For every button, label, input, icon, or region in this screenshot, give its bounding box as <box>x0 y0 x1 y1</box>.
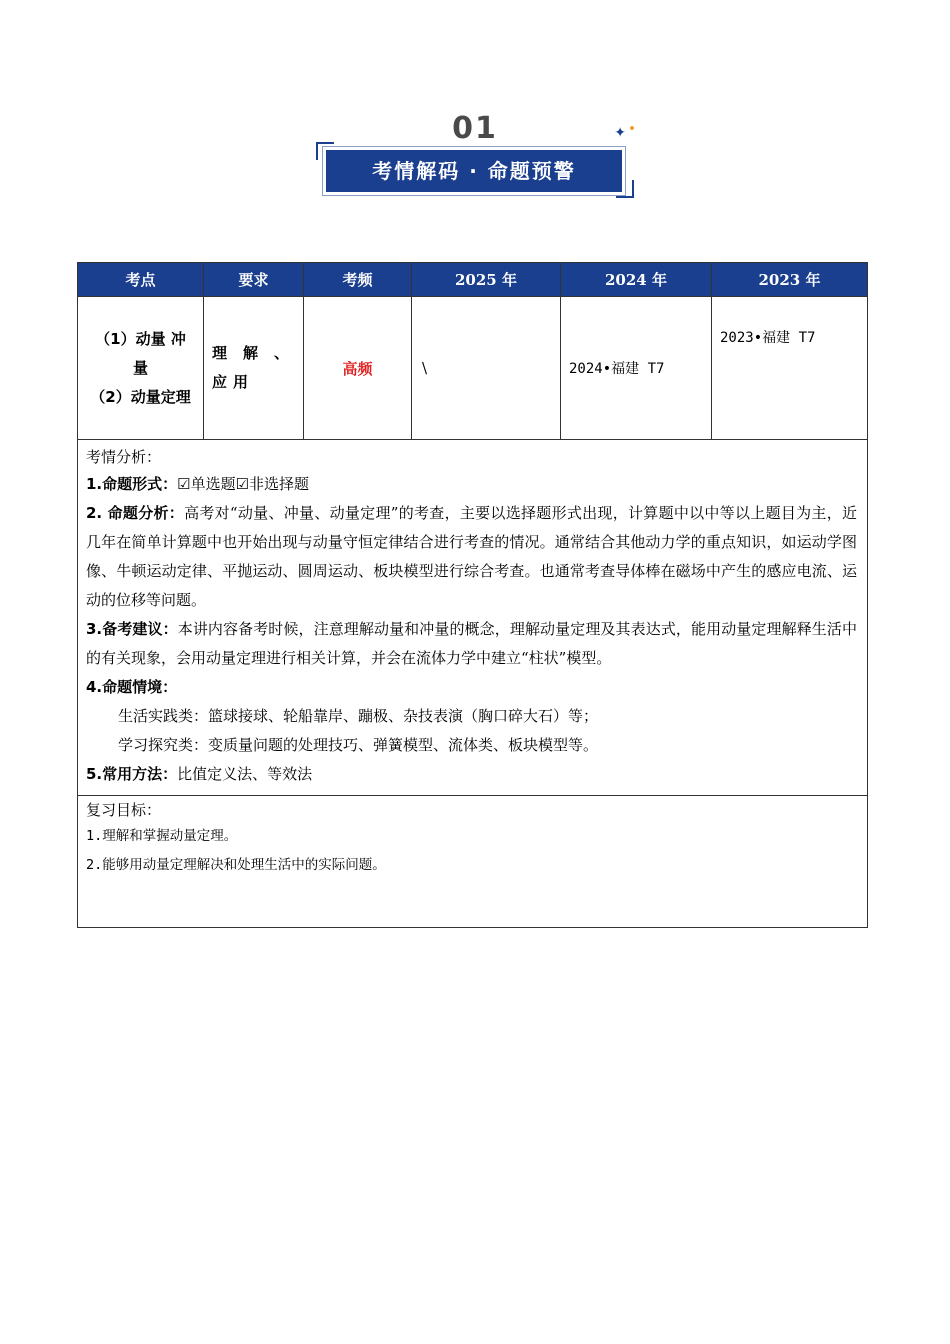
table-header-row <box>78 263 868 297</box>
cell-kaodian <box>78 297 204 440</box>
analysis-item-text: ☑单选题☑非选择题 <box>177 475 310 493</box>
review-goal: 2.能够用动量定理解决和处理生活中的实际问题。 <box>86 857 386 873</box>
context-study: 学习探究类：变质量问题的处理技巧、弹簧模型、流体类、板块模型等。 <box>118 736 599 754</box>
table-row <box>78 297 868 440</box>
analysis-item-label: 2. 命题分析： <box>86 504 185 522</box>
analysis-cell <box>78 440 868 796</box>
review-heading: 复习目标： <box>86 801 162 819</box>
kaodian-line: 量 <box>132 358 148 377</box>
section-banner <box>316 112 634 200</box>
kaodian-line: （1）动量 冲 <box>95 329 186 348</box>
review-cell <box>78 796 868 928</box>
banner-title-box <box>326 150 622 192</box>
cell-2023: 2023•福建 T7 <box>712 297 868 440</box>
header-kaodian: 考点 <box>78 263 204 297</box>
analysis-item-text: 本讲内容备考时候，注意理解动量和冲量的概念，理解动量定理及其表达式，能用动量定理解释生活中的有关现象，会用动量定理进行相关计算，并会在流体力学中建立“柱状”模型。 <box>86 620 857 667</box>
review-row <box>78 796 868 928</box>
cell-requirement: 理解、应用 <box>204 297 304 440</box>
analysis-item <box>86 673 857 702</box>
review-goal: 1.理解和掌握动量定理。 <box>86 828 238 844</box>
sparkle-icon: ✦ <box>614 125 626 141</box>
analysis-heading: 考情分析： <box>86 448 162 466</box>
header-2024: 2024 年 <box>561 263 712 297</box>
analysis-item-text: 高考对“动量、冲量、动量定理”的考查，主要以选择题形式出现，计算题中以中等以上题目为主，近几年在简单计算题中也开始出现与动量守恒定律结合进行考查的情况。通常结合其他动力学的重点知识，如运动学图像、牛顿运动定律、平抛运动、圆周运动、板块模型进行综合考查。也通常考查导体棒在磁场中产生的感应电流、运动的位移等问题。 <box>86 504 858 609</box>
context-life: 生活实践类：篮球接球、轮船靠岸、蹦极、杂技表演（胸口碎大石）等； <box>118 707 599 725</box>
analysis-item <box>86 470 857 499</box>
analysis-item-label: 3.备考建议： <box>86 620 178 638</box>
methods-label: 5.常用方法： <box>86 765 178 783</box>
header-2023: 2023 年 <box>712 263 868 297</box>
analysis-item <box>86 760 857 789</box>
header-requirement: 要求 <box>204 263 304 297</box>
cell-2024: 2024•福建 T7 <box>561 297 712 440</box>
header-2025: 2025 年 <box>412 263 561 297</box>
sparkle-dot-icon <box>630 126 634 130</box>
kaodian-line: （2）动量定理 <box>90 387 191 406</box>
methods-text: 比值定义法、等效法 <box>177 765 313 783</box>
analysis-item-label: 1.命题形式： <box>86 475 178 493</box>
cell-frequency: 高频 <box>304 297 412 440</box>
header-frequency: 考频 <box>304 263 412 297</box>
analysis-item <box>86 615 857 673</box>
analysis-row <box>78 440 868 796</box>
cell-2025: \ <box>412 297 561 440</box>
exam-analysis-table <box>77 262 868 928</box>
analysis-item <box>86 499 857 615</box>
section-number: 01 <box>452 111 498 146</box>
analysis-item-label: 4.命题情境： <box>86 678 178 696</box>
banner-title: 考情解码 · 命题预警 <box>372 159 576 183</box>
